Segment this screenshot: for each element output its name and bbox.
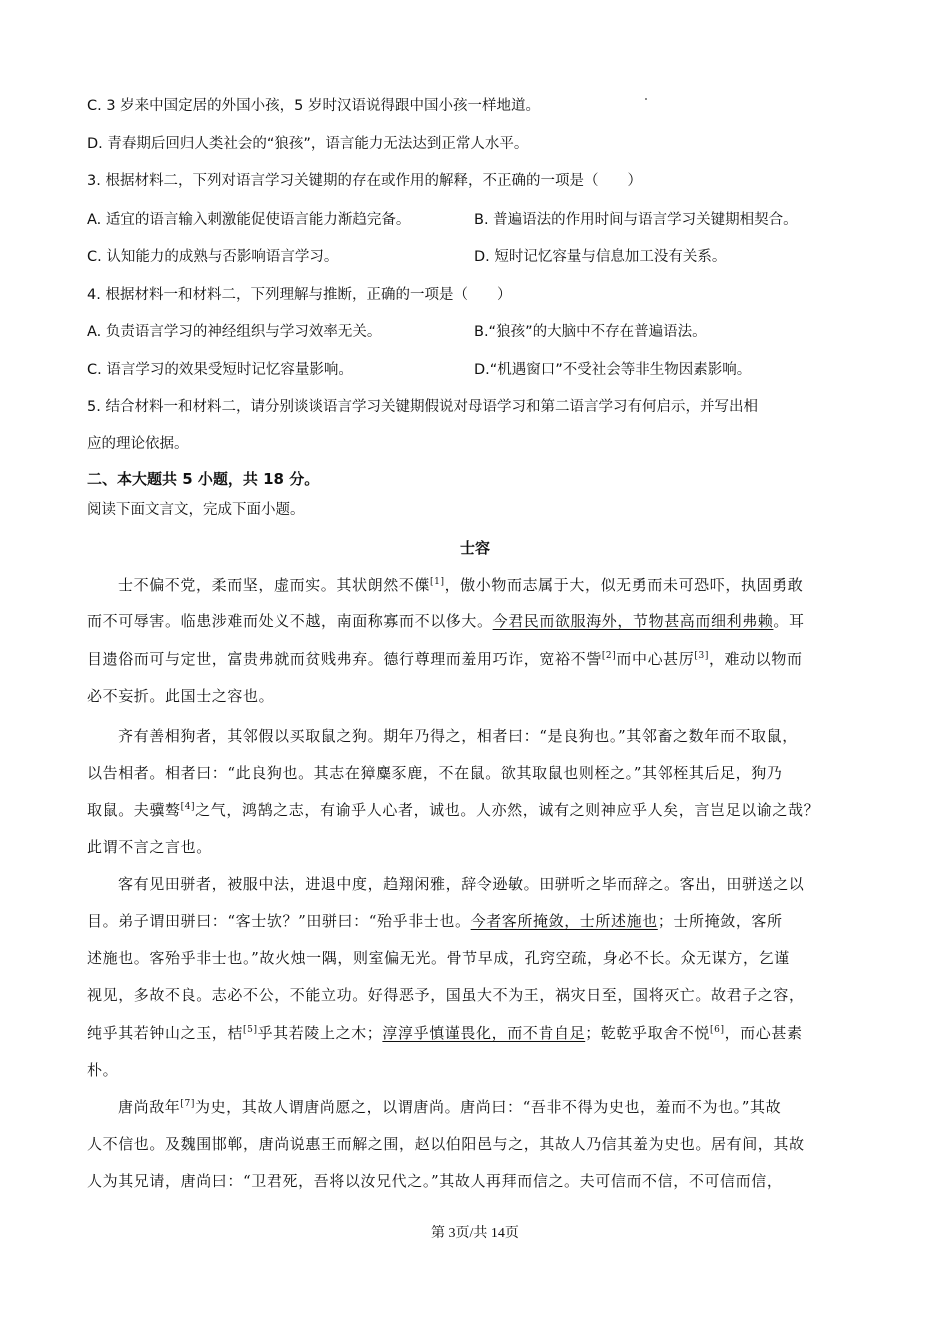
q4-option-c: C. 语言学习的效果受短时记忆容量影响。	[87, 362, 353, 378]
passage-p2-line-2: 以告相者。相者曰：“此良狗也。其志在獐麋豕鹿，不在鼠。欲其取鼠也则桎之。”其邻桎其后足，狗乃	[87, 764, 783, 782]
section-instruction: 阅读下面文言文，完成下面小题。	[87, 502, 305, 518]
q3-option-d: D. 短时记忆容量与信息加工没有关系。	[474, 249, 727, 265]
passage-p4-line-2: 人不信也。及魏围邯郸，唐尚说惠王而解之围，赵以伯阳邑与之，其故人乃信其羞为史也。居有间，其故	[87, 1135, 805, 1153]
passage-p1-line-2: 而不可辱害。临患涉难而处义不越，南面称寡而不以侈大。今君民而欲服海外，节物甚高而细利弗赖。耳	[87, 612, 805, 630]
passage-p3-line-5: 纯乎其若钟山之玉，桔[5]乎其若陵上之木；淳淳乎慎谨畏化，而不肯自足；乾乾乎取舍不悦[6]，而心甚素	[87, 1024, 803, 1042]
q5-line-1: 5. 结合材料一和材料二，请分别谈谈语言学习关键期假说对母语学习和第二语言学习有何启示，并写出相	[87, 399, 758, 415]
passage-p4-line-1: 唐尚敌年[7]为史，其故人谓唐尚愿之，以谓唐尚。唐尚曰：“吾非不得为史也，羞而不为也。”其故	[118, 1098, 782, 1116]
q4-option-d: D.“机遇窗口”不受社会等非生物因素影响。	[474, 362, 752, 378]
passage-p1-line-1: 士不偏不党，柔而坚，虚而实。其状朗然不僷[1]，傲小物而志属于大，似无勇而未可恐吓，执固勇敢	[118, 576, 804, 594]
note-1: [1]	[430, 577, 445, 587]
passage-p3-line-1: 客有见田骈者，被服中法，进退中度，趋翔闲雅，辞令逊敏。田骈听之毕而辞之。客出，田骈送之以	[118, 875, 805, 893]
q4-option-a: A. 负责语言学习的神经组织与学习效率无关。	[87, 324, 382, 340]
note-3: [3]	[694, 651, 709, 661]
underlined-sentence-2: 今者客所掩敛，士所述施也	[470, 912, 658, 930]
note-5: [5]	[243, 1025, 258, 1035]
passage-p4-line-3: 人为其兄请，唐尚曰：“卫君死，吾将以汝兄代之。”其故人再拜而信之。夫可信而不信，不可信而信，	[87, 1172, 783, 1190]
q2-option-c: C. 3 岁来中国定居的外国小孩，5 岁时汉语说得跟中国小孩一样地道。	[87, 98, 541, 114]
underlined-sentence-1: 今君民而欲服海外，节物甚高而细利弗赖	[492, 612, 774, 630]
q3-option-a: A. 适宜的语言输入刺激能促使语言能力渐趋完备。	[87, 212, 411, 228]
passage-title: 士容	[459, 539, 490, 557]
page-number: 第 3页/共 14页	[431, 1226, 519, 1241]
passage-p1-line-4: 必不妄折。此国士之容也。	[87, 687, 275, 705]
note-6: [6]	[710, 1025, 725, 1035]
q3-option-c: C. 认知能力的成熟与否影响语言学习。	[87, 249, 339, 265]
q2-option-d: D. 青春期后回归人类社会的“狼孩”，语言能力无法达到正常人水平。	[87, 136, 529, 152]
q3-stem: 3. 根据材料二，下列对语言学习关键期的存在或作用的解释，不正确的一项是（ ）	[87, 173, 642, 189]
passage-p3-line-3: 述施也。客殆乎非士也。”故火烛一隅，则室偏无光。骨节早成，孔窍空疏，身必不长。众无谋方，乞谨	[87, 949, 790, 967]
passage-p2-line-4: 此谓不言之言也。	[87, 838, 212, 856]
q4-stem: 4. 根据材料一和材料二，下列理解与推断，正确的一项是（ ）	[87, 287, 512, 303]
passage-p2-line-3: 取鼠。夫骥骜[4]之气，鸿鹄之志，有谕乎人心者，诚也。人亦然，诚有之则神应乎人矣，言岂足以谕之哉？	[87, 801, 820, 819]
passage-p3-line-6: 朴。	[87, 1061, 119, 1079]
passage-p1-line-3: 目遗俗而可与定世，富贵弗就而贫贱弗弃。德行尊理而羞用巧诈，宽裕不訾[2]而中心甚厉[3]，难动以物而	[87, 650, 803, 668]
section-heading: 二、本大题共 5 小题，共 18 分。	[87, 470, 320, 488]
q4-option-b: B.“狼孩”的大脑中不存在普遍语法。	[474, 324, 707, 340]
note-4: [4]	[180, 802, 196, 812]
passage-p3-line-4: 视见，多故不良。志必不公，不能立功。好得恶予，国虽大不为王，祸灾日至，国将灭亡。故君子之容，	[87, 986, 805, 1004]
q3-option-b: B. 普遍语法的作用时间与语言学习关键期相契合。	[474, 212, 798, 228]
passage-p3-line-2: 目。弟子谓田骈曰：“客士欤？”田骈曰：“殆乎非士也。今者客所掩敛，士所述施也；士所掩敛，客所	[87, 912, 783, 930]
stray-dot	[645, 98, 647, 100]
underlined-sentence-3: 淳淳乎慎谨畏化，而不肯自足	[382, 1024, 586, 1042]
note-7: [7]	[180, 1099, 195, 1109]
passage-p2-line-1: 齐有善相狗者，其邻假以买取鼠之狗。期年乃得之，相者曰：“是良狗也。”其邻畜之数年而不取鼠，	[118, 727, 798, 745]
q5-line-2: 应的理论依据。	[87, 436, 189, 452]
note-2: [2]	[601, 651, 617, 661]
